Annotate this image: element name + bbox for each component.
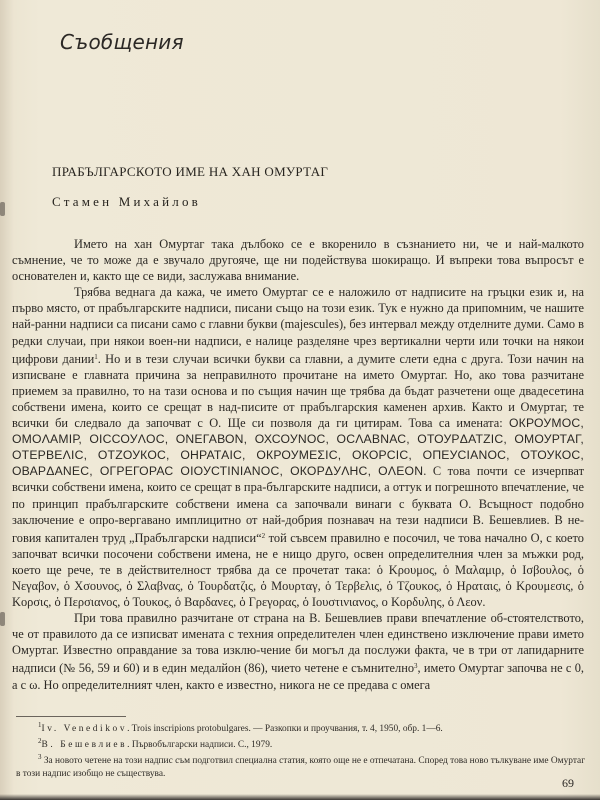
footnotes [16, 719, 586, 780]
footnote-author: Iv. Venedikov [41, 724, 128, 734]
footnote-divider [16, 716, 126, 717]
section-heading: Съобщения [60, 30, 184, 54]
footnote-author: В. Бешевлиев [41, 740, 128, 751]
footnote-ref-3: 3 [414, 662, 418, 671]
paragraph-2-text-a: Трябва веднага да кажа, че името Омуртаг се е наложило от надписите на гръцки език и, на първо място, от прабългарските надписи, писани също на този език. Тук е нужно да припомним, че нашите най-ранни надписи са писани само с главни букви (majescules), без интервал между отделните думи. Само в редки случаи, при някои воен-ни надписи, е налице разделяне чрез вертикални черти или точки на някои цифрови дании [12, 285, 584, 366]
article-title: ПРАБЪЛГАРСКОТО ИМЕ НА ХАН ОМУРТАГ [52, 164, 329, 179]
footnote-2: $^2$В. Бешевлиев. Първобългарски надписи. С., 1979. [38, 737, 273, 751]
inscription-names-caps: ОКРОУМОС, ОМОΛАМIР, ОІССОУΛОС, ОNЕГАВОN, ОХСОУNОС, ОСΛАВNАС, ОТОУРΔАТZIС, ОМОУРТАГ, ОТЕРВЕΛIС, ОТZОУКОС, ОНРАТАIС, ОКРОУМЕΣIС, ОКОРСIС, ОПЕУСIАNОС, ОТОУКОС, ОВАРΔАNЕС, ОГРЕГОРАС ОIОУСТINIАNОС, ОКОРΔУΛНС, ОΛЕОN [12, 416, 584, 479]
inscription-names-greek: ὁ Κρουμος, ὁ Μαλαμιρ, ὁ Ισβουλος, ὁ Νεγαβον, ὁ Χσουνος, ὁ Σλαβνας, ὁ Τουρδατζις, ὁ Μουρταγ, ὁ Τερβελις, ὁ Τζουκος, ὁ Ηραταις, ὁ Κρουμεσις, ὁ Κορσις, ὁ Περσιανος, ὁ Τουκος, ὁ Βαρδανες, ὁ Γρεγορας, ὁ Ιουστινιανος, ο Κορδυλης, ὁ Λεον. [12, 562, 585, 610]
paragraph-3-text-b: , името Омуртаг започва не с 0, а с ω. Но определителният член, както е известно, никога не се предава с омега [12, 661, 584, 692]
footnote-1: $^1$Iv. Venedikov. Trois inscripions protobulgares. — Разкопки и проучвания, т. 4, 1950, обр. 1—6. [38, 721, 443, 734]
footnote-text: . Trois inscripions protobulgares. — Разкопки и проучвания, т. 4, 1950, обр. 1—6. [127, 724, 443, 734]
paragraph-2-text-d: той съвсем правилно е посочил, че това начално О, с което започват всички посочени собствени имена, не е нищо друго, освен определителния член за мъжки род, което ще рече, те в действителност трябва да се прочетат така: [12, 530, 584, 577]
footnote-text: . Първобългарски надписи. С., 1979. [127, 740, 273, 751]
footnote-3: $^3$ За новото четене на този надпис съм подготвил специална статия, която още не е отпечатана. Според това ново тълкуване име Омуртаг в този надпис изобщо не съществува. [16, 753, 586, 779]
paragraph-2 [12, 284, 584, 610]
footnote-ref-2: 2 [261, 531, 266, 540]
paragraph-2-text-b: . Но и в тези случаи всички букви са главни, а думите слети една с друга. Този начин на изписване е главната причина за неправилното прочитане на името Омуртаг. Но, ако това разчитане приемем за правилно, то на тази основа и по същия начин ще трябва да бъдат разчетени още двадесетина собствени имена, които се срещат в над-писите от прабългарския каменен архив. Както и Омуртаг, те всички би следвало да започват с О. Ще си позволя да ги цитирам. Това са имената: [12, 351, 584, 431]
footnote-text: За новото четене на този надпис съм подготвил специална статия, която още не е отпечатана. Според това ново тълкуване име Омуртаг в този надпис изобщо не съществува. [16, 756, 586, 779]
paragraph-3-text-a: При това правилно разчитане от страна на В. Бешевлиев прави впечатление об-стоятелството, че от правилото да се изписват имената с техния определителен член единствено изключение прави името Омуртаг. Известно оправдание за това изклю-чение би могъл да послужи факта, че в три от лапидарните надписи (№ 56, 59 и 60) и в един медалйон (86), чието четене е съмнително [12, 611, 584, 676]
binding-mark [0, 612, 5, 626]
article-author: Стамен Михайлов [52, 194, 202, 209]
footnote-ref-1: 1 [94, 352, 98, 361]
binding-mark [0, 202, 5, 216]
article-body [12, 236, 584, 693]
scan-edge-shadow [0, 794, 600, 800]
page-number: 69 [562, 776, 574, 790]
paragraph-3 [12, 610, 584, 692]
paragraph-1: Името на хан Омуртаг така дълбоко се е вкоренило в съзнанието ни, че и най-малкото съмнение, че то може да е звучало другояче, ще ни подействува шокиращо. И въпреки това въпросът е основателен и, както ще се види, заслужава внимание. [12, 237, 584, 284]
paragraph-2-text-c: . С това почти се изчерпват всички собствени имена, които се срещат в пра-българските надписи, а оттук и погрешното впечатление, че по принцип прабългарските собствени имена са започвали винаги с буквата О. Всъщност подобно заключение е опро-вергавано имплицитно от най-добрия познавач на тези надписи В. Бешевлиев. В не-говия капитален труд „Прабългарски надписи“ [12, 464, 584, 545]
